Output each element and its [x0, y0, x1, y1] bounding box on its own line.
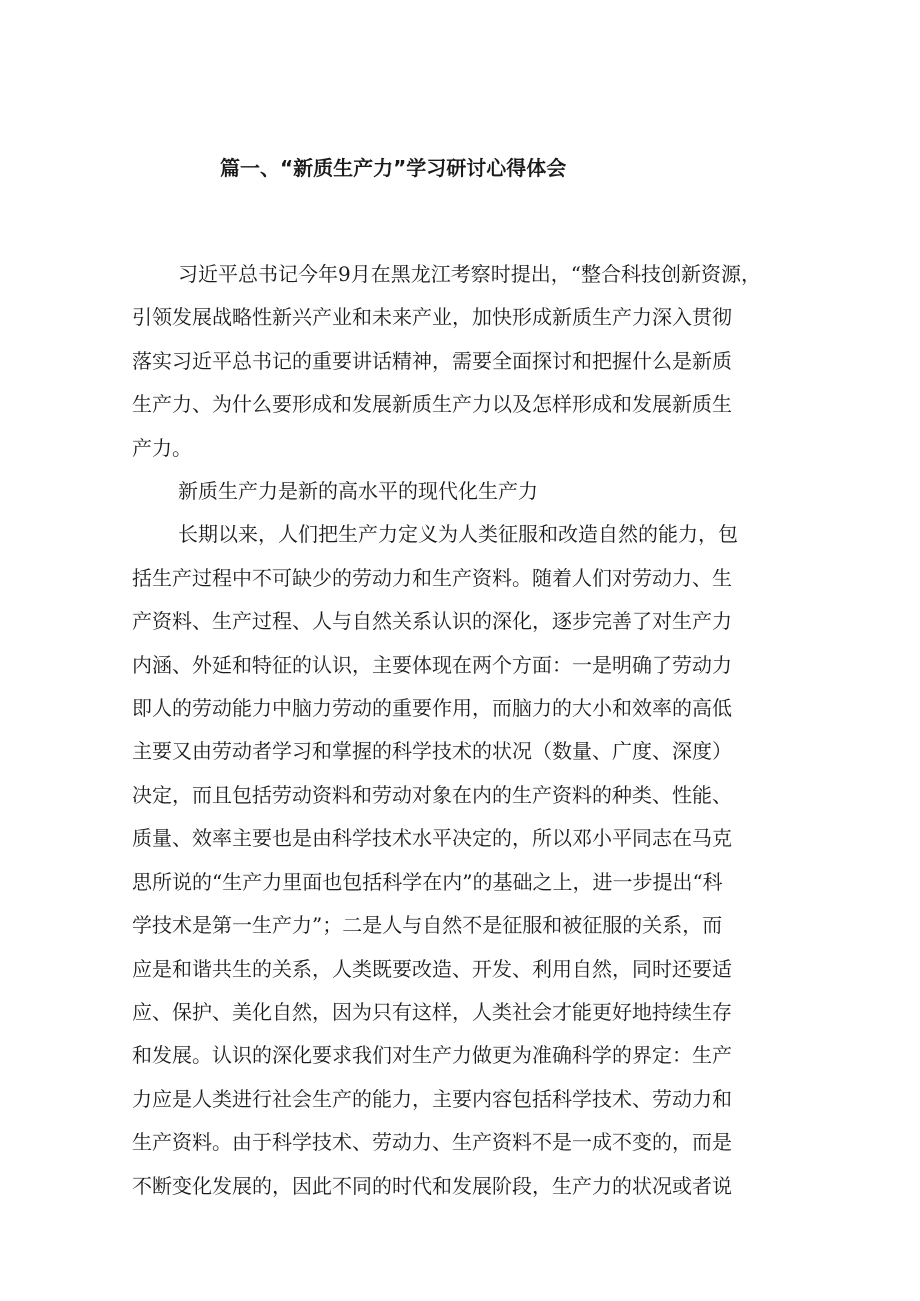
paragraph-line: 括生产过程中不可缺少的劳动力和生产资料。随着人们对劳动力、生: [132, 565, 732, 590]
paragraph-line: 决定，而且包括劳动资料和劳动对象在内的生产资料的种类、性能、: [132, 782, 732, 807]
document-title: 篇一、“新质生产力”学习研讨心得体会: [220, 156, 567, 180]
paragraph-line: 应是和谐共生的关系，人类既要改造、开发、利用自然，同时还要适: [132, 956, 732, 981]
paragraph-line: 和发展。认识的深化要求我们对生产力做更为准确科学的界定：生产: [132, 1043, 732, 1068]
paragraph-line: 习近平总书记今年9月在黑龙江考察时提出，“整合科技创新资源，: [178, 262, 761, 286]
paragraph-line: 主要又由劳动者学习和掌握的科学技术的状况（数量、广度、深度）: [132, 739, 732, 764]
paragraph-line: 落实习近平总书记的重要讲话精神，需要全面探讨和把握什么是新质: [132, 348, 732, 373]
paragraph-line: 引领发展战略性新兴产业和未来产业，加快形成新质生产力深入贯彻: [132, 305, 732, 330]
paragraph-line: 不断变化发展的，因此不同的时代和发展阶段，生产力的状况或者说: [132, 1173, 732, 1198]
paragraph-line: 质量、效率主要也是由科学技术水平决定的，所以邓小平同志在马克: [132, 826, 732, 851]
paragraph-line: 生产资料。由于科学技术、劳动力、生产资料不是一成不变的，而是: [132, 1130, 732, 1155]
paragraph-line: 即人的劳动能力中脑力劳动的重要作用，而脑力的大小和效率的高低: [132, 696, 732, 721]
paragraph-line: 生产力、为什么要形成和发展新质生产力以及怎样形成和发展新质生: [132, 392, 732, 417]
document-body: [132, 253, 792, 1208]
paragraph-line: 产资料、生产过程、人与自然关系认识的深化，逐步完善了对生产力: [132, 609, 732, 634]
paragraph-line: 长期以来，人们把生产力定义为人类征服和改造自然的能力，包: [178, 522, 738, 547]
paragraph-line: 产力。: [132, 435, 192, 460]
paragraph-line: 学技术是第一生产力”；二是人与自然不是征服和被征服的关系，而: [132, 913, 723, 938]
paragraph-line: 应、保护、美化自然，因为只有这样，人类社会才能更好地持续生存: [132, 999, 732, 1024]
paragraph-line: 思所说的“生产力里面也包括科学在内”的基础之上，进一步提出“科: [132, 869, 723, 894]
section-heading: 新质生产力是新的高水平的现代化生产力: [178, 479, 538, 504]
paragraph-line: 力应是人类进行社会生产的能力，主要内容包括科学技术、劳动力和: [132, 1086, 732, 1111]
paragraph-line: 内涵、外延和特征的认识，主要体现在两个方面：一是明确了劳动力: [132, 652, 732, 677]
